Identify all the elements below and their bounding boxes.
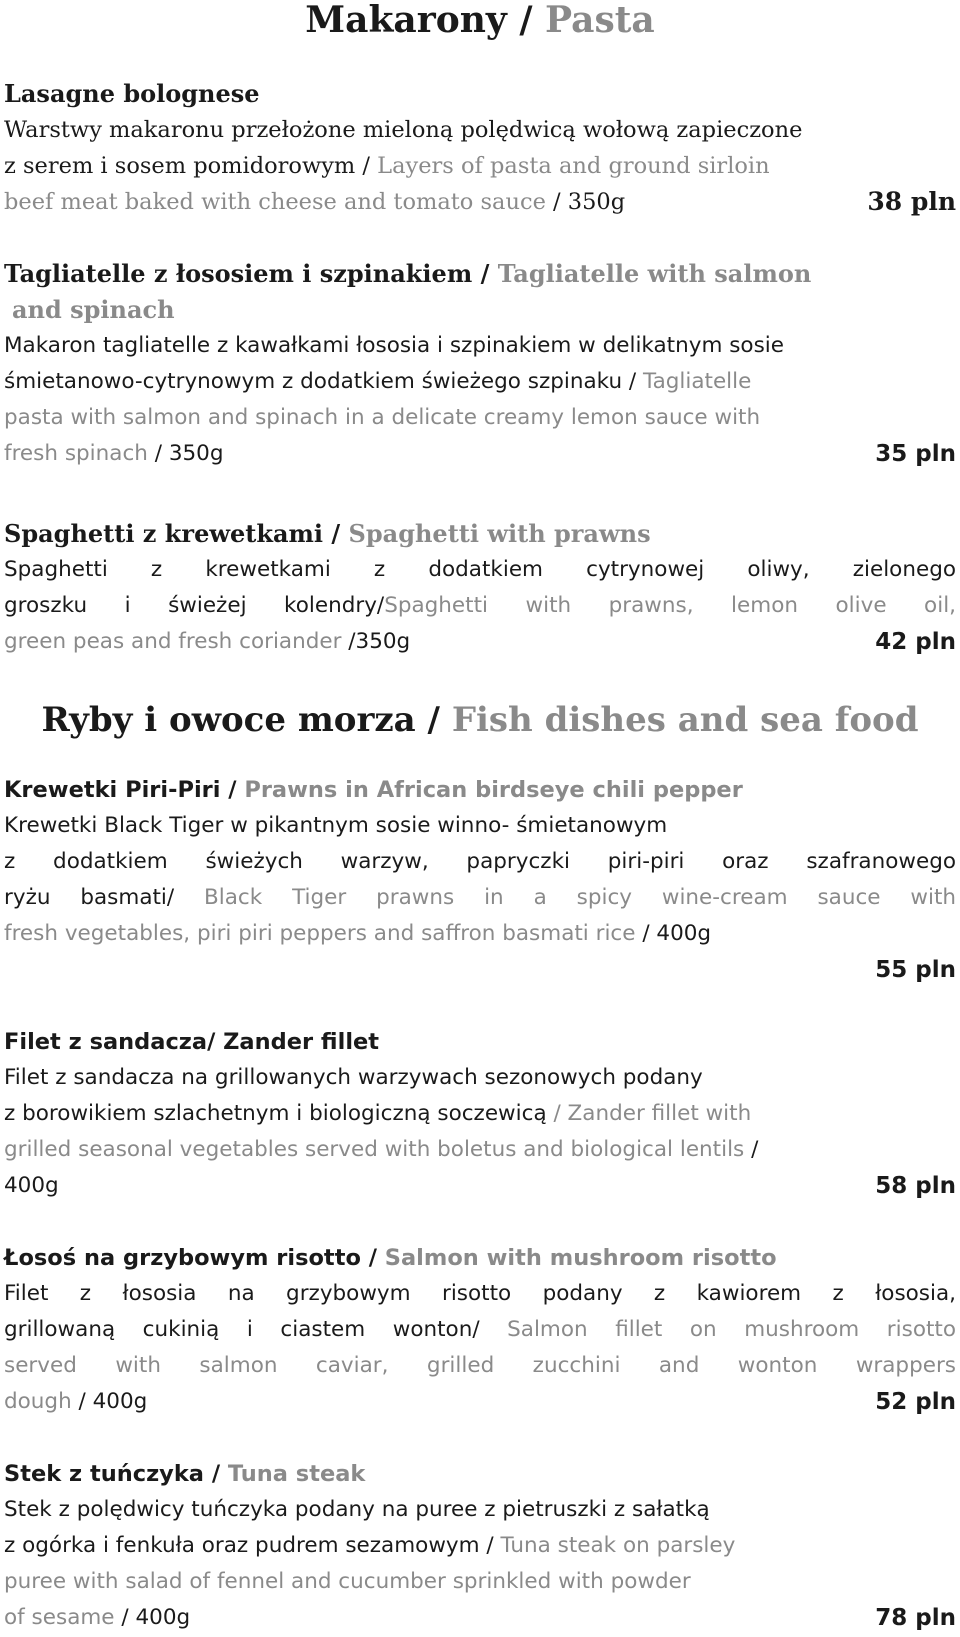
- item-description: [4, 1492, 956, 1636]
- pasta-section-title: [0, 0, 960, 40]
- item-description: [4, 328, 956, 472]
- desc-en: Layers of pasta and ground sirloin: [370, 153, 770, 179]
- desc-line: Filet z sandacza na grillowanych warzywach sezonowych podany: [4, 1065, 703, 1090]
- title-pl: Łosoś na grzybowym risotto /: [4, 1245, 377, 1271]
- title-en: Salmon with mushroom risotto: [376, 1245, 777, 1271]
- menu-item-lasagne: [4, 76, 956, 220]
- item-title: [4, 772, 956, 808]
- item-price: 42 pln: [875, 629, 956, 655]
- item-description: [4, 112, 956, 220]
- desc-line: [4, 1096, 956, 1132]
- section-title-pl: Ryby i owoce morza /: [41, 700, 440, 740]
- title-pl: Krewetki Piri-Piri /: [4, 777, 237, 803]
- weight: / 400g: [71, 1389, 148, 1414]
- weight: /350g: [341, 629, 411, 654]
- menu-item-losos: [4, 1240, 956, 1420]
- item-title: [4, 1456, 956, 1492]
- section-title-en: Pasta: [532, 0, 655, 41]
- desc-en: beef meat baked with cheese and tomato sauce: [4, 189, 546, 215]
- desc-line: Spaghetti z krewetkami z dodatkiem cytrynowej oliwy, zielonego: [4, 557, 956, 582]
- desc-line: [4, 184, 956, 220]
- menu-item-tunczyk: [4, 1456, 956, 1636]
- menu-item-tagliatelle: [4, 256, 956, 472]
- desc-en: green peas and fresh coriander: [4, 629, 342, 654]
- weight: / 400g: [635, 921, 712, 946]
- title-en: Prawns in African birdseye chili pepper: [236, 777, 743, 803]
- fish-section-title: [0, 698, 960, 742]
- item-title: Lasagne bolognese: [4, 79, 260, 108]
- desc-line: Filet z łososia na grzybowym risotto podany z kawiorem z łososia,: [4, 1281, 956, 1306]
- menu-item-sandacz: [4, 1024, 956, 1204]
- desc-line: [4, 1384, 956, 1420]
- item-price: 38 pln: [867, 187, 956, 216]
- desc-pl: /: [744, 1137, 759, 1162]
- title-en: Tuna steak: [220, 1461, 366, 1487]
- desc-en: grilled seasonal vegetables served with boletus and biological lentils: [4, 1137, 745, 1162]
- weight: / 400g: [114, 1605, 191, 1630]
- item-price: 58 pln: [875, 1173, 956, 1199]
- item-price: 78 pln: [875, 1605, 956, 1631]
- desc-line: [4, 364, 956, 400]
- desc-line: z dodatkiem świeżych warzyw, papryczki piri-piri oraz szafranowego: [4, 849, 956, 874]
- desc-line: [4, 1312, 956, 1348]
- title-pl: Tagliatelle z łososiem i szpinakiem /: [4, 259, 490, 288]
- weight: / 350g: [545, 189, 626, 215]
- title-en: Tagliatelle with salmon: [489, 259, 812, 288]
- desc-line: puree with salad of fennel and cucumber sprinkled with powder: [4, 1569, 691, 1594]
- desc-line: [4, 1168, 956, 1204]
- menu-item-spaghetti: [4, 516, 956, 660]
- desc-line: [4, 952, 956, 988]
- menu-item-krewetki: [4, 772, 956, 988]
- desc-line: [4, 148, 956, 184]
- desc-line: [4, 436, 956, 472]
- item-title: Filet z sandacza/ Zander fillet: [4, 1029, 380, 1055]
- desc-line: [4, 624, 956, 660]
- item-description: [4, 1276, 956, 1420]
- desc-line: served with salmon caviar, grilled zucchini and wonton wrappers: [4, 1353, 956, 1378]
- desc-en: dough: [4, 1389, 72, 1414]
- desc-line: Krewetki Black Tiger w pikantnym sosie winno- śmietanowym: [4, 813, 668, 838]
- desc-line: [4, 1600, 956, 1636]
- item-title: [4, 516, 956, 552]
- desc-line: pasta with salmon and spinach in a delicate creamy lemon sauce with: [4, 405, 761, 430]
- desc-en: fresh vegetables, piri piri peppers and saffron basmati rice: [4, 921, 636, 946]
- item-title: [4, 1240, 956, 1276]
- desc-line: Makaron tagliatelle z kawałkami łososia i szpinakiem w delikatnym sosie: [4, 333, 784, 358]
- item-title: [4, 256, 956, 292]
- title-en: Spaghetti with prawns: [340, 519, 651, 548]
- desc-pl: z borowikiem szlachetnym i biologiczną soczewicą: [4, 1101, 547, 1126]
- item-description: [4, 808, 956, 988]
- desc-line: Stek z polędwicy tuńczyka podany na puree z pietruszki z sałatką: [4, 1497, 710, 1522]
- desc-pl: ryżu basmati/: [4, 885, 175, 910]
- desc-en: Tagliatelle: [636, 369, 752, 394]
- desc-line: [4, 916, 956, 952]
- desc-en: Tuna steak on parsley: [493, 1533, 736, 1558]
- desc-en: Black Tiger prawns in a spicy wine-cream sauce with: [174, 885, 956, 910]
- desc-pl: z ogórka i fenkuła oraz pudrem sezamowym /: [4, 1533, 494, 1558]
- desc-line: Warstwy makaronu przełożone mieloną polędwicą wołową zapieczone: [4, 117, 803, 143]
- desc-line: [4, 1132, 956, 1168]
- item-description: [4, 1060, 956, 1204]
- desc-pl: groszku i świeżej kolendry/: [4, 593, 385, 618]
- title-pl: Spaghetti z krewetkami /: [4, 519, 341, 548]
- item-price: 52 pln: [875, 1389, 956, 1415]
- weight: 400g: [4, 1173, 59, 1198]
- desc-pl: grillowaną cukinią i ciastem wonton/: [4, 1317, 480, 1342]
- desc-line: [4, 880, 956, 916]
- title-pl: Stek z tuńczyka /: [4, 1461, 221, 1487]
- desc-en: Spaghetti with prawns, lemon olive oil,: [384, 593, 956, 618]
- desc-en: fresh spinach: [4, 441, 148, 466]
- item-description: [4, 552, 956, 660]
- section-title-en: Fish dishes and sea food: [439, 700, 919, 740]
- weight: / 350g: [147, 441, 224, 466]
- item-price: 35 pln: [875, 441, 956, 467]
- desc-pl: śmietanowo-cytrynowym z dodatkiem świeżego szpinaku /: [4, 369, 637, 394]
- section-title-pl: Makarony /: [305, 0, 533, 41]
- desc-line: [4, 588, 956, 624]
- item-price: 55 pln: [875, 957, 956, 983]
- desc-pl: z serem i sosem pomidorowym /: [4, 153, 370, 179]
- desc-en: of sesame: [4, 1605, 115, 1630]
- desc-line: [4, 1528, 956, 1564]
- desc-en: / Zander fillet with: [546, 1101, 752, 1126]
- desc-en: Salmon fillet on mushroom risotto: [479, 1317, 956, 1342]
- item-title-cont: and spinach: [12, 295, 175, 324]
